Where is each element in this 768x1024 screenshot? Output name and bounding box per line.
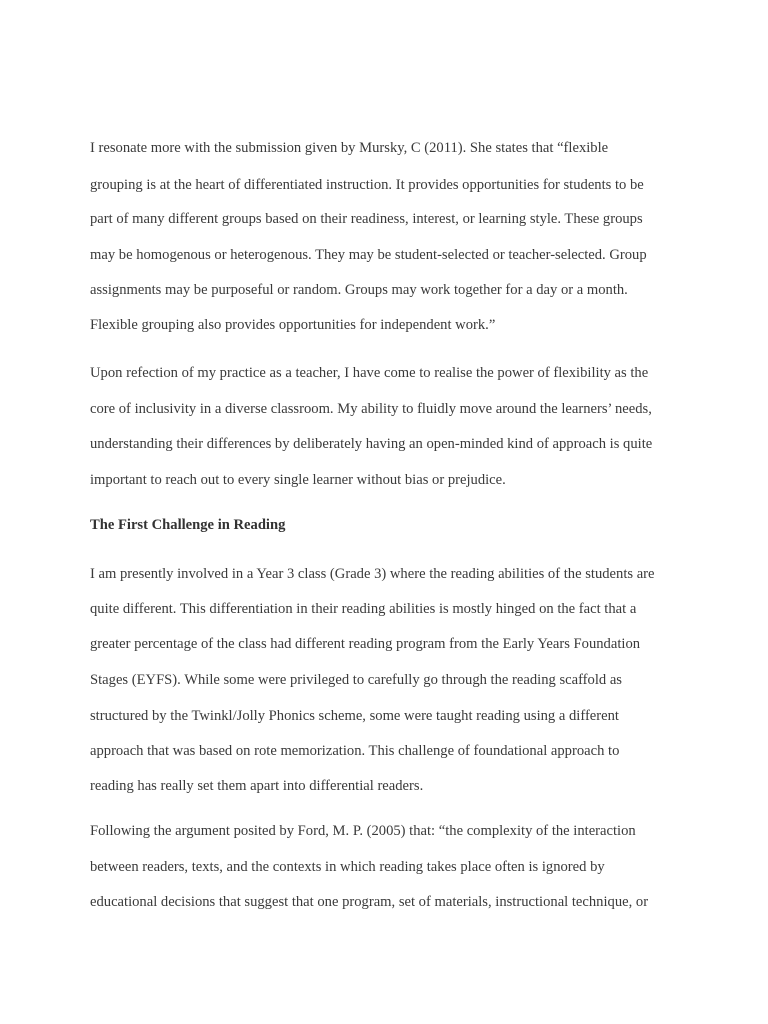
- section-heading: The First Challenge in Reading: [90, 517, 286, 533]
- paragraph-4-line-3: educational decisions that suggest that one program, set of materials, instructional technique, or: [90, 894, 649, 910]
- paragraph-1-line-4: may be homogenous or heterogenous. They may be student-selected or teacher-selected. Group: [90, 247, 647, 263]
- paragraph-3-line-3: greater percentage of the class had different reading program from the Early Years Foundation: [90, 636, 641, 652]
- paragraph-1-line-3: part of many different groups based on their readiness, interest, or learning style. These groups: [90, 211, 643, 227]
- paragraph-1-line-5: assignments may be purposeful or random. Groups may work together for a day or a month.: [90, 282, 628, 298]
- paragraph-2-line-2: core of inclusivity in a diverse classroom. My ability to fluidly move around the learners’ needs,: [90, 401, 652, 417]
- paragraph-3-line-5: structured by the Twinkl/Jolly Phonics scheme, some were taught reading using a different: [90, 708, 619, 724]
- paragraph-1-line-2: grouping is at the heart of differentiated instruction. It provides opportunities for students to be: [90, 177, 644, 193]
- paragraph-1-line-1: I resonate more with the submission given by Mursky, C (2011). She states that “flexible: [90, 140, 609, 156]
- paragraph-4-line-1: Following the argument posited by Ford, M. P. (2005) that: “the complexity of the interaction: [90, 823, 636, 839]
- paragraph-2-line-4: important to reach out to every single learner without bias or prejudice.: [90, 472, 506, 488]
- paragraph-3-line-1: I am presently involved in a Year 3 class (Grade 3) where the reading abilities of the students are: [90, 566, 655, 582]
- paragraph-3-line-4: Stages (EYFS). While some were privileged to carefully go through the reading scaffold as: [90, 672, 622, 688]
- paragraph-1-line-6: Flexible grouping also provides opportunities for independent work.”: [90, 317, 496, 333]
- paragraph-2-line-1: Upon refection of my practice as a teacher, I have come to realise the power of flexibility as the: [90, 365, 649, 381]
- paragraph-3-line-6: approach that was based on rote memorization. This challenge of foundational approach to: [90, 743, 620, 759]
- paragraph-4-line-2: between readers, texts, and the contexts in which reading takes place often is ignored by: [90, 859, 605, 875]
- paragraph-2-line-3: understanding their differences by deliberately having an open-minded kind of approach is quite: [90, 436, 653, 452]
- paragraph-3-line-2: quite different. This differentiation in their reading abilities is mostly hinged on the fact that a: [90, 601, 637, 617]
- paragraph-3-line-7: reading has really set them apart into differential readers.: [90, 778, 424, 794]
